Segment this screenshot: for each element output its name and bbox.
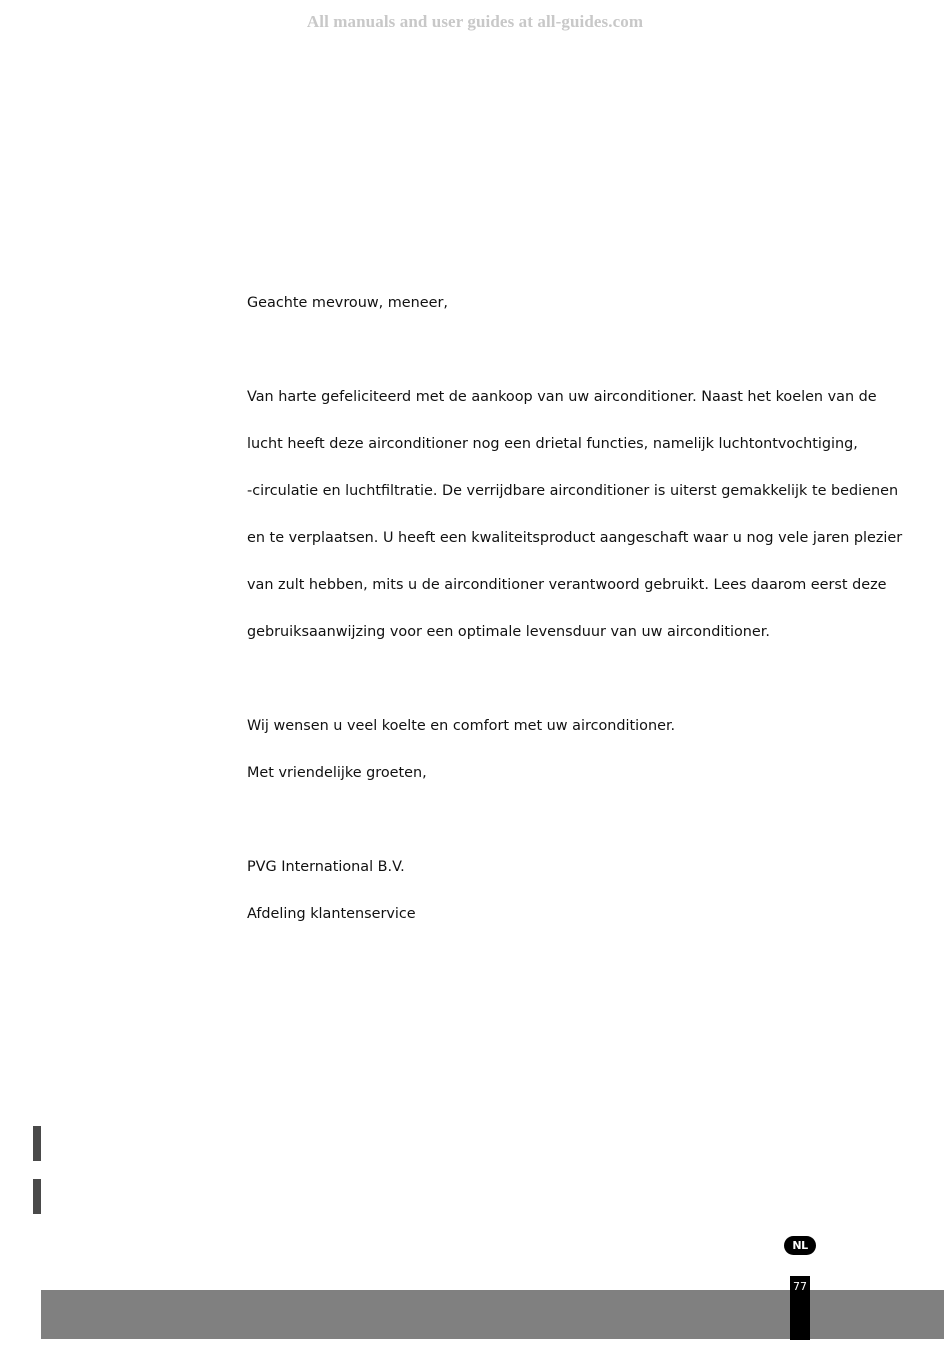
watermark-text: All manuals and user guides at all-guides.com bbox=[306, 12, 644, 31]
body-line-4: en te verplaatsen. U heeft een kwaliteitsproduct aangeschaft waar u nog vele jaren plezier bbox=[247, 530, 903, 546]
body-line-6: gebruiksaanwijzing voor een optimale levensduur van uw airconditioner. bbox=[247, 624, 770, 640]
letter-body bbox=[247, 280, 903, 938]
paragraph-gap bbox=[247, 656, 867, 703]
page-number-tab bbox=[790, 1276, 810, 1340]
closing-line: Met vriendelijke groeten, bbox=[247, 765, 427, 781]
body-line-3: -circulatie en luchtfiltratie. De verrijdbare airconditioner is uiterst gemakkelijk te bedienen bbox=[247, 483, 899, 499]
paragraph-gap bbox=[247, 797, 867, 844]
wish-line: Wij wensen u veel koelte en comfort met uw airconditioner. bbox=[247, 718, 676, 734]
language-badge: NL bbox=[784, 1236, 816, 1255]
body-line-1: Van harte gefeliciteerd met de aankoop van uw airconditioner. Naast het koelen van de bbox=[247, 389, 877, 405]
body-line-2: lucht heeft deze airconditioner nog een drietal functies, namelijk luchtontvochtiging, bbox=[247, 436, 858, 452]
margin-marker-bar bbox=[33, 1179, 41, 1214]
department-name: Afdeling klantenservice bbox=[247, 906, 416, 922]
company-name: PVG International B.V. bbox=[247, 859, 405, 875]
salutation: Geachte mevrouw, meneer, bbox=[247, 295, 448, 311]
page-number: 77 bbox=[793, 1280, 807, 1293]
margin-marker-bar bbox=[33, 1126, 41, 1161]
paragraph-gap bbox=[247, 327, 867, 374]
body-line-5: van zult hebben, mits u de airconditioner verantwoord gebruikt. Lees daarom eerst deze bbox=[247, 577, 887, 593]
